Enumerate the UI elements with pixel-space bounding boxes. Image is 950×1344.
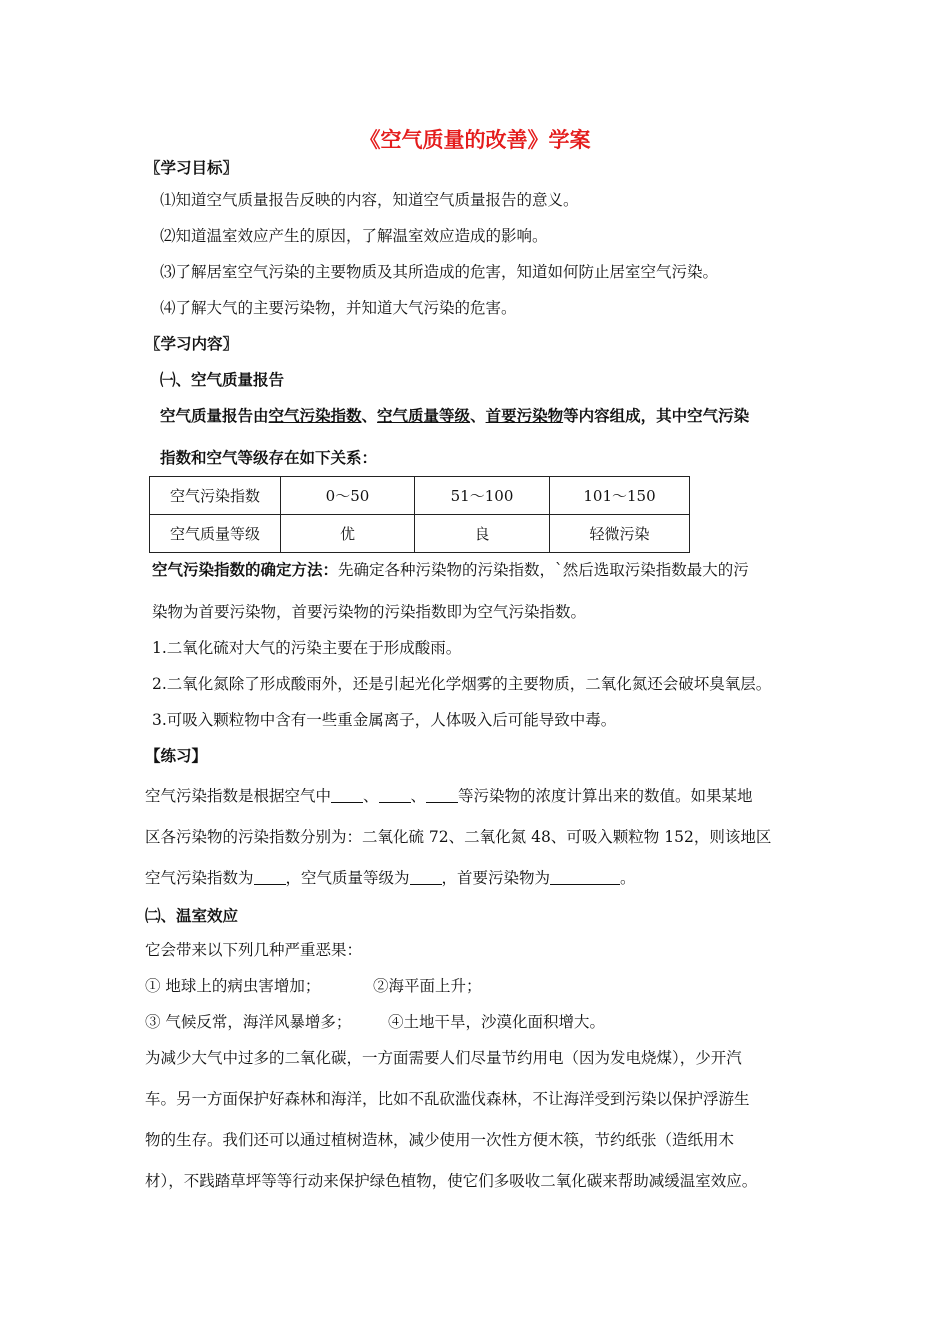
- fill-blank[interactable]: [254, 869, 286, 885]
- section1-heading: ㈠、空气质量报告: [160, 371, 285, 389]
- practice-heading: 【练习】: [145, 747, 208, 765]
- method-line2: 染物为首要污染物，首要污染物的污染指数即为空气污染指数。: [152, 603, 587, 621]
- practice-text: ，首要污染物为: [441, 869, 551, 887]
- page-title: 《空气质量的改善》学案: [359, 128, 591, 152]
- paragraph-line: 材），不践踏草坪等等行动来保护绿色植物，使它们多吸收二氧化碳来帮助减缓温室效应。: [145, 1172, 758, 1190]
- aqi-table: [149, 476, 690, 553]
- method-text: 先确定各种污染物的污染指数，`然后选取污染指数最大的污: [338, 561, 749, 579]
- objective-item: ⑵知道温室效应产生的原因，了解温室效应造成的影响。: [160, 227, 548, 245]
- table-cell: 优: [281, 515, 415, 553]
- paragraph-line: 为减少大气中过多的二氧化碳，一方面需要人们尽量节约用电（因为发电烧煤），少开汽: [145, 1049, 742, 1067]
- practice-line1: [145, 784, 753, 806]
- intro-term-pollutant: 首要污染物: [485, 407, 564, 425]
- method-line1: [152, 558, 749, 580]
- objective-item: ⑴知道空气质量报告反映的内容，知道空气质量报告的意义。: [160, 191, 579, 209]
- section2-intro: 它会带来以下列几种严重恶果：: [145, 941, 363, 959]
- intro-sep: 、: [470, 407, 486, 425]
- table-cell: 101～150: [550, 477, 690, 515]
- table-cell: 空气污染指数: [150, 477, 281, 515]
- fact-item: 3.可吸入颗粒物中含有一些重金属离子，人体吸入后可能导致中毒。: [152, 711, 617, 729]
- intro-prefix: 空气质量报告由: [160, 407, 269, 425]
- practice-text: 等污染物的浓度计算出来的数值。如果某地: [458, 787, 753, 805]
- intro-sep: 、: [361, 407, 378, 425]
- content-heading: 〖学习内容〗: [145, 335, 239, 353]
- table-cell: 良: [415, 515, 550, 553]
- table-cell: 轻微污染: [550, 515, 690, 553]
- fill-blank[interactable]: [331, 787, 363, 803]
- fact-item: 2.二氧化氮除了形成酸雨外，还是引起光化学烟雾的主要物质，二氧化氮还会破坏臭氧层。: [152, 675, 772, 693]
- objective-item: ⑶了解居室空气污染的主要物质及其所造成的危害，知道如何防止居室空气污染。: [160, 263, 719, 281]
- fact-item: 1.二氧化硫对大气的污染主要在于形成酸雨。: [152, 639, 462, 657]
- section1-intro: [160, 404, 749, 426]
- effect-item: ③ 气候反常，海洋风暴增多；: [145, 1013, 352, 1031]
- objective-item: ⑷了解大气的主要污染物，并知道大气污染的危害。: [160, 299, 517, 317]
- table-row: [150, 515, 690, 553]
- table-cell: 空气质量等级: [150, 515, 281, 553]
- method-label: 空气污染指数的确定方法：: [152, 561, 339, 579]
- effect-item: ① 地球上的病虫害增加；: [145, 977, 321, 995]
- objectives-heading: 〖学习目标〗: [145, 159, 239, 177]
- fill-blank[interactable]: [426, 787, 458, 803]
- effect-item: ②海平面上升；: [373, 977, 482, 995]
- practice-line3: [145, 866, 636, 888]
- table-cell: 0～50: [281, 477, 415, 515]
- intro-term-aqi: 空气污染指数: [268, 407, 362, 425]
- practice-text: 、: [410, 787, 427, 805]
- intro-term-grade: 空气质量等级: [377, 407, 471, 425]
- fill-blank[interactable]: [550, 869, 620, 885]
- practice-text: 空气污染指数为: [145, 869, 254, 887]
- fill-blank[interactable]: [410, 869, 442, 885]
- table-cell: 51～100: [415, 477, 550, 515]
- section2-heading: ㈡、温室效应: [145, 907, 239, 925]
- intro-suffix: 等内容组成，其中空气污染: [563, 407, 750, 425]
- practice-text: 、: [363, 787, 379, 805]
- practice-text: ，空气质量等级为: [285, 869, 410, 887]
- practice-text: 。: [620, 869, 636, 887]
- practice-text: 空气污染指数是根据空气中: [145, 787, 332, 805]
- effect-item: ④土地干旱，沙漠化面积增大。: [388, 1013, 606, 1031]
- practice-line2: 区各污染物的污染指数分别为：二氧化硫 72、二氧化氮 48、可吸入颗粒物 152，则该地区: [145, 828, 772, 846]
- table-row: [150, 477, 690, 515]
- fill-blank[interactable]: [379, 787, 411, 803]
- paragraph-line: 车。另一方面保护好森林和海洋，比如不乱砍滥伐森林，不让海洋受到污染以保护浮游生: [145, 1090, 750, 1108]
- section1-intro-line2: 指数和空气等级存在如下关系：: [160, 449, 378, 467]
- paragraph-line: 物的生存。我们还可以通过植树造林，减少使用一次性方便木筷，节约纸张（造纸用木: [145, 1131, 735, 1149]
